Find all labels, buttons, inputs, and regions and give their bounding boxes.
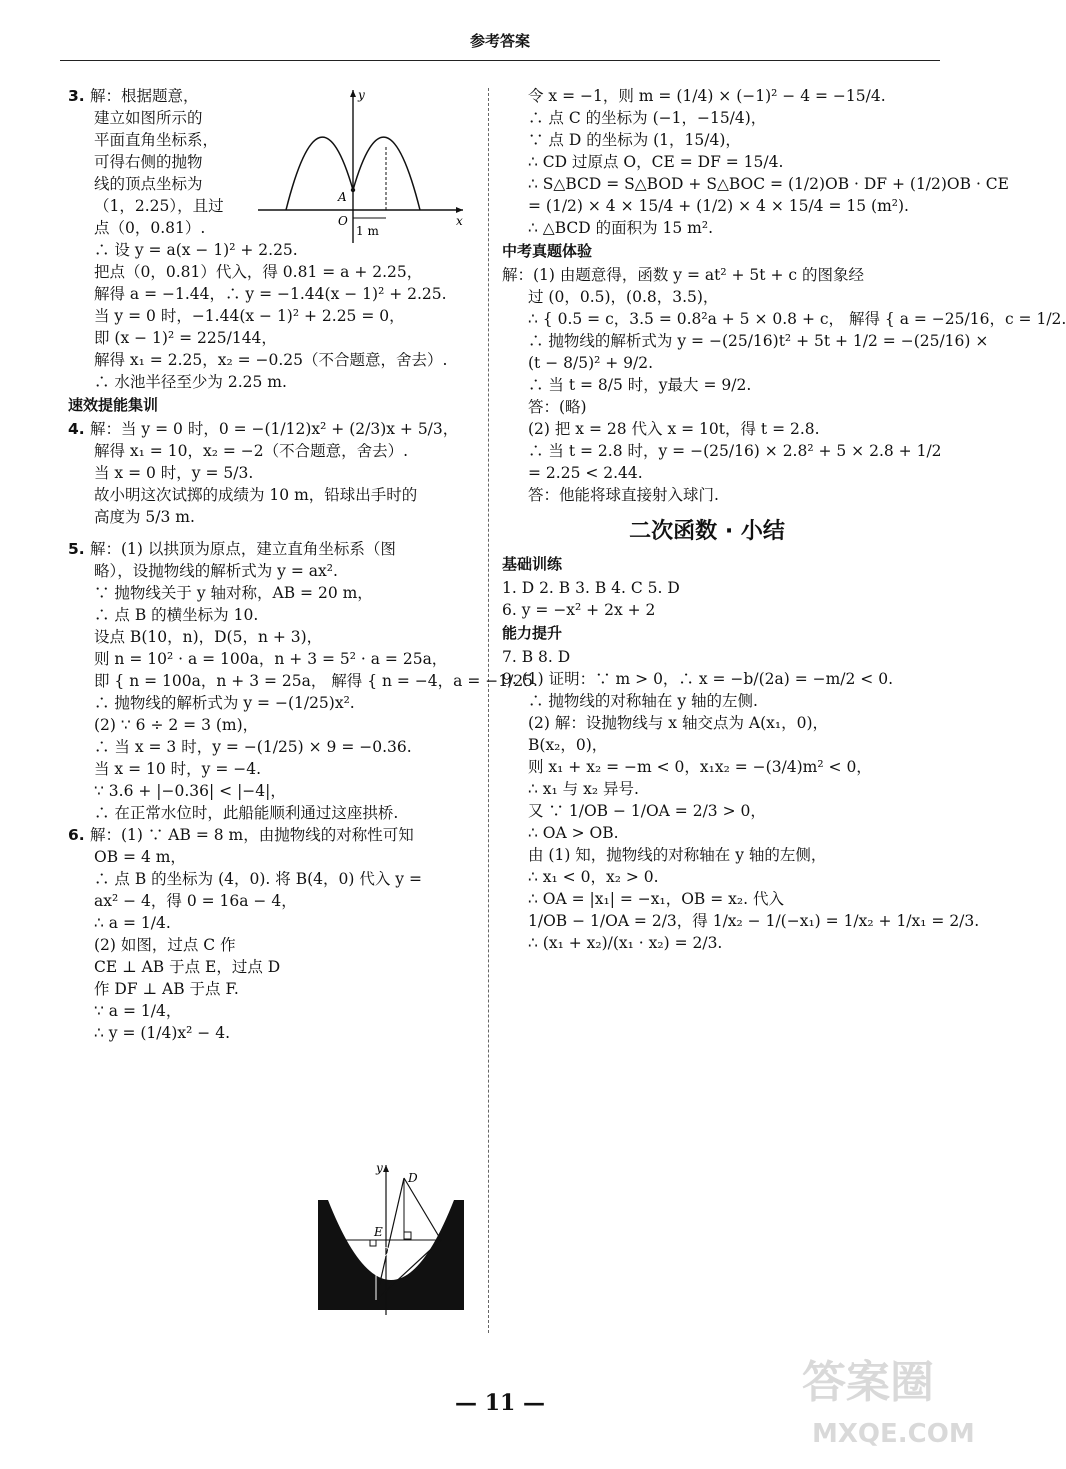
answer-line xyxy=(68,934,473,956)
answer-text: (t − 8/5)² + 9/2. xyxy=(528,354,654,373)
answer-line xyxy=(68,506,473,528)
answer-line xyxy=(68,626,473,648)
column-separator xyxy=(488,88,489,1333)
answer-line xyxy=(68,846,473,868)
answer-text: ∴ 当 x = 3 时，y = −(1/25) × 9 = −0.36. xyxy=(94,738,412,757)
answer-text: 解得 x₁ = 2.25，x₂ = −0.25（不合题意，舍去）. xyxy=(94,351,448,369)
answer-line xyxy=(502,712,912,734)
answer-text: ∴ 抛物线的解析式为 y = −(1/25)x². xyxy=(94,694,355,713)
answer-line xyxy=(502,107,912,129)
answer-line xyxy=(502,396,912,418)
answer-line xyxy=(68,305,473,327)
answer-line xyxy=(502,418,912,440)
answer-text: 高度为 5/3 m. xyxy=(94,508,195,527)
answer-line xyxy=(68,349,473,371)
answer-text: = (1/2) × 4 × 15/4 + (1/2) × 4 × 15/4 = 15 (m²). xyxy=(528,197,909,215)
answer-text: 解得 a = −1.44，∴ y = −1.44(x − 1)² + 2.25. xyxy=(94,285,447,303)
answer-text: ∴ (x₁ + x₂)/(x₁ · x₂) = 2/3. xyxy=(528,934,723,953)
answer-text: 解：(1) 由题意得，函数 y = at² + 5t + c 的图象经 xyxy=(502,266,864,285)
answer-text: B(x₂，0)， xyxy=(528,736,608,755)
answer-line xyxy=(502,330,989,352)
answer-text: (2) 把 x = 28 代入 x = 10t，得 t = 2.8. xyxy=(528,420,820,439)
answer-line xyxy=(502,800,912,822)
answer-text: 9. (1) 证明：∵ m > 0，∴ x = −b/(2a) = −m/2 < 0. xyxy=(502,670,894,689)
answer-line xyxy=(68,1000,473,1022)
header-rule xyxy=(60,60,940,61)
answer-line xyxy=(502,822,912,844)
answer-line xyxy=(502,264,912,286)
watermark-logo xyxy=(792,1337,982,1457)
answer-line xyxy=(502,286,912,308)
section-heading: 速效提能集训 xyxy=(68,396,159,414)
answer-line xyxy=(68,692,473,714)
answer-text: ∴ 当 t = 8/5 时，y最大 = 9/2. xyxy=(528,376,752,395)
answer-line xyxy=(502,690,912,712)
fig2-origin: O xyxy=(380,1245,390,1259)
answer-text: 则 x₁ + x₂ = −m < 0，x₁x₂ = −(3/4)m² < 0， xyxy=(528,758,872,777)
section-heading: 中考真题体验 xyxy=(502,242,593,260)
answer-line xyxy=(502,129,912,151)
problem-number: 3. xyxy=(68,87,85,105)
answer-text: 可得右侧的抛物 xyxy=(94,153,203,171)
answer-line xyxy=(68,824,473,846)
answer-text: ∴ S△BCD = S△BOD + S△BOC = (1/2)OB · DF + (1/2)OB · CE xyxy=(528,175,1009,193)
answer-line xyxy=(502,217,912,239)
answer-line xyxy=(502,866,912,888)
answer-text: 答：(略) xyxy=(528,398,587,417)
answer-text: ∴ 点 B 的坐标为 (4，0). 将 B(4，0) 代入 y = xyxy=(94,870,422,889)
answer-text: （1，2.25），且过 xyxy=(94,197,224,215)
answer-line xyxy=(502,756,912,778)
answer-line xyxy=(502,932,912,954)
answer-line xyxy=(502,440,942,462)
answer-text: 解：(1) 以拱顶为原点，建立直角坐标系（图 xyxy=(90,540,396,559)
answer-text: 解：(1) ∵ AB = 8 m，由抛物线的对称性可知 xyxy=(90,826,414,845)
answer-text: 又 ∵ 1/OB − 1/OA = 2/3 > 0， xyxy=(528,802,766,821)
answer-text: ∵ 点 D 的坐标为 (1，15/4)， xyxy=(528,131,741,149)
answer-text: ∴ △BCD 的面积为 15 m². xyxy=(528,219,714,237)
answer-line xyxy=(68,890,473,912)
answer-line xyxy=(502,668,912,690)
answer-line xyxy=(68,261,473,283)
answer-line xyxy=(502,462,912,484)
parabola-triangle-figure xyxy=(316,1160,466,1320)
answer-text: (2) 解：设抛物线与 x 轴交点为 A(x₁，0)， xyxy=(528,714,829,733)
answer-text: ∴ { 0.5 = c，3.5 = 0.8²a + 5 × 0.8 + c， 解得 { a = −25/16，c = 1/2. xyxy=(528,310,1066,329)
answer-text: ∴ 点 B 的横坐标为 10. xyxy=(94,606,259,625)
answer-line xyxy=(502,646,912,668)
answer-line xyxy=(502,374,912,396)
answer-line xyxy=(68,868,473,890)
answer-text: 当 x = 0 时，y = 5/3. xyxy=(94,464,254,483)
answer-line xyxy=(68,418,473,440)
answer-text: 6. y = −x² + 2x + 2 xyxy=(502,600,656,619)
answer-line xyxy=(502,173,1009,195)
answer-line xyxy=(68,604,473,626)
problem-number: 6. xyxy=(68,826,85,845)
answer-text: 答：他能将球直接射入球门. xyxy=(528,486,719,505)
fig1-unit-label: 1 m xyxy=(356,224,379,238)
answer-text: 建立如图所示的 xyxy=(94,109,203,127)
answer-text: 1. D 2. B 3. B 4. C 5. D xyxy=(502,578,680,597)
answer-text: 平面直角坐标系， xyxy=(94,131,219,149)
answer-line xyxy=(502,85,912,107)
parabola-fountain-figure xyxy=(258,85,468,245)
answer-line xyxy=(502,308,1066,330)
answer-line xyxy=(68,283,473,305)
answer-line xyxy=(502,195,912,217)
answer-line xyxy=(68,736,473,758)
answer-line xyxy=(68,648,473,670)
answer-line xyxy=(68,440,473,462)
answer-line xyxy=(502,151,912,173)
answer-text: ax² − 4，得 0 = 16a − 4， xyxy=(94,892,297,911)
answer-text: ∵ a = 1/4， xyxy=(94,1002,182,1021)
answer-line xyxy=(502,599,912,621)
answer-line xyxy=(68,1022,473,1044)
answer-text: 解：当 y = 0 时，0 = −(1/12)x² + (2/3)x + 5/3， xyxy=(90,420,459,439)
answer-text: 设点 B(10，n)，D(5，n + 3)， xyxy=(94,628,323,647)
answer-text: 线的顶点坐标为 xyxy=(94,175,203,193)
answer-text: 由 (1) 知，抛物线的对称轴在 y 轴的左侧， xyxy=(528,846,827,865)
answer-line xyxy=(68,758,473,780)
fig2-point-e: E xyxy=(374,1225,383,1239)
answer-text: OB = 4 m， xyxy=(94,848,186,867)
answer-text: ∴ 当 t = 2.8 时，y = −(25/16) × 2.8² + 5 × 2.8 + 1/2 xyxy=(528,442,942,461)
answer-line xyxy=(502,577,912,599)
answer-text: ∴ 水池半径至少为 2.25 m. xyxy=(94,373,287,391)
answer-text: 即 (x − 1)² = 225/144， xyxy=(94,329,277,347)
fig2-y-label: y xyxy=(376,1161,383,1175)
answer-text: ∵ 抛物线关于 y 轴对称，AB = 20 m， xyxy=(94,584,373,603)
answer-text: ∴ a = 1/4. xyxy=(94,914,171,933)
chapter-summary-title: 二次函数 · 小结 xyxy=(629,519,785,545)
answer-text: (2) 如图，过点 C 作 xyxy=(94,936,236,955)
answer-text: (2) ∵ 6 ÷ 2 = 3 (m)， xyxy=(94,716,259,735)
answer-line xyxy=(502,844,912,866)
answer-text: 当 y = 0 时，−1.44(x − 1)² + 2.25 = 0， xyxy=(94,307,405,325)
answer-line xyxy=(68,670,538,692)
fig1-y-label: y xyxy=(358,88,365,102)
answer-line xyxy=(68,371,473,393)
answer-text: 即 { n = 100a，n + 3 = 25a， 解得 { n = −4，a = −1/25. xyxy=(94,672,538,691)
answer-line xyxy=(68,956,473,978)
answer-text: ∴ OA = |x₁| = −x₁，OB = x₂. 代入 xyxy=(528,890,784,909)
answer-line xyxy=(502,352,912,374)
fig2-point-d: D xyxy=(408,1171,418,1185)
answer-line xyxy=(502,734,912,756)
answer-line xyxy=(68,912,473,934)
answer-text: 把点（0，0.81）代入，得 0.81 = a + 2.25， xyxy=(94,263,423,281)
answer-text: 则 n = 10² · a = 100a，n + 3 = 5² · a = 25a， xyxy=(94,650,448,669)
answer-text: 当 x = 10 时，y = −4. xyxy=(94,760,262,779)
page-header: 参考答案 xyxy=(469,32,530,50)
answer-text: ∴ x₁ < 0，x₂ > 0. xyxy=(528,868,659,887)
answer-text: CE ⊥ AB 于点 E，过点 D xyxy=(94,958,281,977)
answer-line xyxy=(68,802,473,824)
section-heading: 基础训练 xyxy=(502,554,563,573)
spacer xyxy=(68,528,473,538)
page-number: — 11 — xyxy=(455,1390,545,1416)
answer-line xyxy=(68,560,473,582)
watermark-site: MXQE.COM xyxy=(812,1419,975,1449)
answer-text: 1/OB − 1/OA = 2/3，得 1/x₂ − 1/(−x₁) = 1/x₂ + 1/x₁ = 2/3. xyxy=(528,912,980,931)
answer-text: ∴ 点 C 的坐标为 (−1，−15/4)， xyxy=(528,109,767,127)
answer-line xyxy=(68,462,473,484)
answer-line xyxy=(502,910,980,932)
answer-text: 略），设抛物线的解析式为 y = ax². xyxy=(94,562,338,581)
answer-line xyxy=(68,484,473,506)
answer-text: ∵ 3.6 + |−0.36| < |−4|， xyxy=(94,782,286,801)
answer-text: ∴ 设 y = a(x − 1)² + 2.25. xyxy=(94,241,298,259)
answer-line xyxy=(68,582,473,604)
answer-text: 令 x = −1，则 m = (1/4) × (−1)² − 4 = −15/4. xyxy=(528,87,886,105)
answer-text: 解：根据题意， xyxy=(90,87,199,105)
answer-line xyxy=(68,780,473,802)
answer-text: 解得 x₁ = 10，x₂ = −2（不合题意，舍去）. xyxy=(94,442,409,461)
answer-text: ∴ 抛物线的解析式为 y = −(25/16)t² + 5t + 1/2 = −(25/16) × xyxy=(528,332,989,351)
answer-text: ∴ 抛物线的对称轴在 y 轴的左侧. xyxy=(528,692,758,711)
answer-text: 作 DF ⊥ AB 于点 F. xyxy=(94,980,239,999)
problem-number: 5. xyxy=(68,540,85,559)
answer-text: ∴ CD 过原点 O，CE = DF = 15/4. xyxy=(528,153,784,171)
answer-text: 故小明这次试掷的成绩为 10 m，铅球出手时的 xyxy=(94,486,418,505)
answer-text: 7. B 8. D xyxy=(502,648,571,667)
answer-text: ∴ OA > OB. xyxy=(528,824,619,843)
fig1-origin: O xyxy=(338,214,348,228)
answer-text: 点（0，0.81）. xyxy=(94,219,206,237)
right-column xyxy=(502,85,1066,954)
answer-line xyxy=(502,888,912,910)
answer-line xyxy=(502,778,912,800)
watermark-brand: 答案圈 xyxy=(802,1357,934,1408)
answer-line xyxy=(68,714,473,736)
problem-number: 4. xyxy=(68,420,85,439)
answer-text: 过 (0，0.5)，(0.8，3.5)， xyxy=(528,288,719,307)
answer-text: ∴ y = (1/4)x² − 4. xyxy=(94,1024,231,1043)
answer-line xyxy=(68,327,473,349)
answer-text: = 2.25 < 2.44. xyxy=(528,464,643,483)
fig2-point-f: F xyxy=(401,1245,410,1259)
answer-text: ∴ x₁ 与 x₂ 异号. xyxy=(528,780,639,799)
answer-line xyxy=(68,538,473,560)
fig1-point-a: A xyxy=(338,190,347,204)
answer-text: ∴ 在正常水位时，此船能顺利通过这座拱桥. xyxy=(94,804,399,823)
answer-line xyxy=(502,484,912,506)
section-heading: 能力提升 xyxy=(502,623,563,642)
answer-line xyxy=(68,978,473,1000)
fig1-x-label: x xyxy=(456,214,463,228)
